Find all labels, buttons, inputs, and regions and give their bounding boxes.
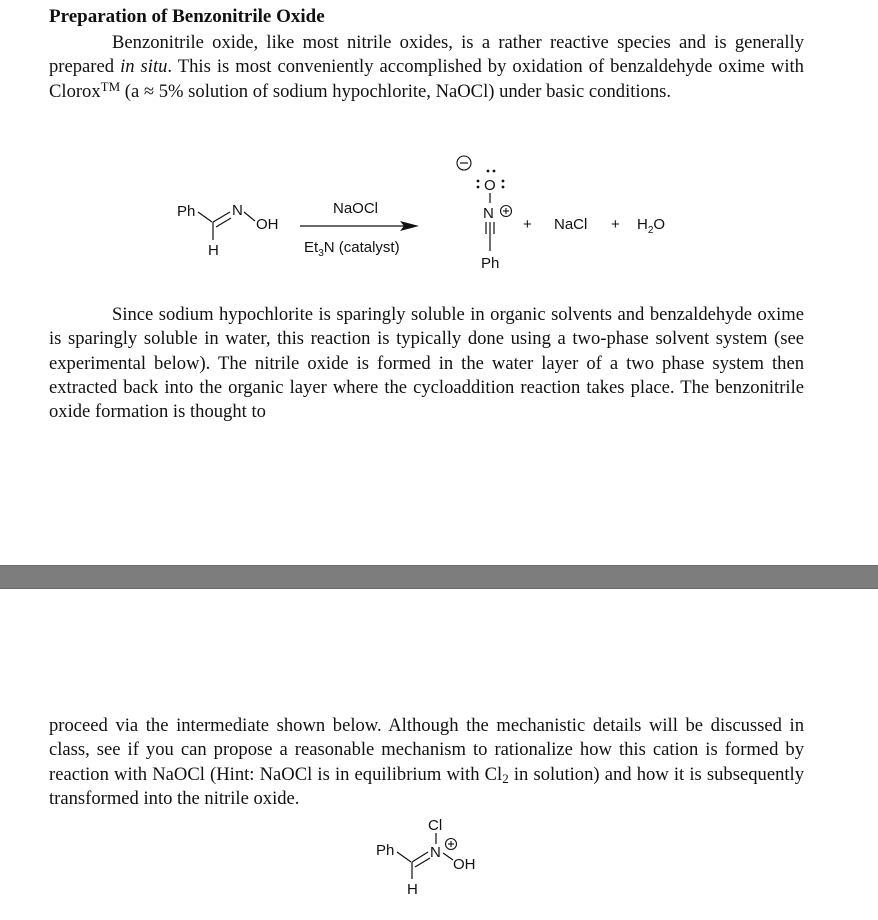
intermediate-oh-label: OH <box>453 856 476 873</box>
reactant-ph-label: Ph <box>177 203 196 220</box>
product-n-label: N <box>483 205 494 222</box>
page-bottom <box>0 587 878 920</box>
in-situ-emphasis: in situ <box>120 56 168 78</box>
product-o-label: O <box>484 177 496 194</box>
intermediate-cl-label: Cl <box>428 817 443 834</box>
reactant-n-label: N <box>232 202 243 219</box>
reaction-scheme-1 <box>0 0 878 290</box>
benzaldehyde-oxime-structure <box>177 202 279 259</box>
plus-sign-2: + <box>611 216 620 233</box>
product-ph-label: Ph <box>481 255 500 272</box>
reactant-oh-label: OH <box>256 216 279 233</box>
plus-sign-1: + <box>523 216 532 233</box>
intermediate-ph-label: Ph <box>376 842 395 859</box>
solubility-paragraph: Since sodium hypochlorite is sparingly soluble in organic solvents and benzaldehyde oxime is sparingly soluble in water, this reaction is typically done using a two-phase solvent system (see experimental below). The nitrile oxide is formed in the water layer of a two phase system then extracted back into the organic layer where the cycloaddition reaction takes place. The benzonitrile oxide formation is thought to <box>49 304 804 423</box>
reagent-naocl: NaOCl <box>333 200 379 217</box>
nitrile-oxide-structure <box>457 156 512 272</box>
reaction-arrow <box>300 200 419 259</box>
reactant-h-label: H <box>208 242 219 259</box>
intermediate-h-label: H <box>407 881 418 898</box>
byproduct-nacl: NaCl <box>554 216 588 233</box>
page-break-bar <box>0 565 878 589</box>
byproduct-water: $H_2O$ <box>637 216 666 236</box>
intro-paragraph: Benzonitrile oxide, like most nitrile oxides, is a rather reactive species and is generally prepared in situ. This is most conveniently accomplished by oxidation of benzaldehyde oxime with Clorox™ (a ≈ 5% solution of sodium hypochlorite, NaOCl) under basic conditions. <box>49 32 804 102</box>
intermediate-structure <box>0 587 878 920</box>
intermediate-n-label: N <box>430 844 441 861</box>
mechanism-paragraph: proceed via the intermediate shown below. Although the mechanistic details will be discussed in class, see if you can propose a reasonable mechanism to rationalize how this cation is formed by reaction with NaOCl (Hint: NaOCl is in equilibrium with $Cl_2$ in solution) and how it is subsequently transformed into the nitrile oxide. <box>49 715 804 809</box>
reagent-et3n: $Et_3N$ (catalyst) <box>304 239 400 259</box>
section-heading: Preparation of Benzonitrile Oxide <box>49 6 325 27</box>
trademark-mark: TM <box>100 78 121 94</box>
cl2-subscript: 2 <box>502 770 509 786</box>
